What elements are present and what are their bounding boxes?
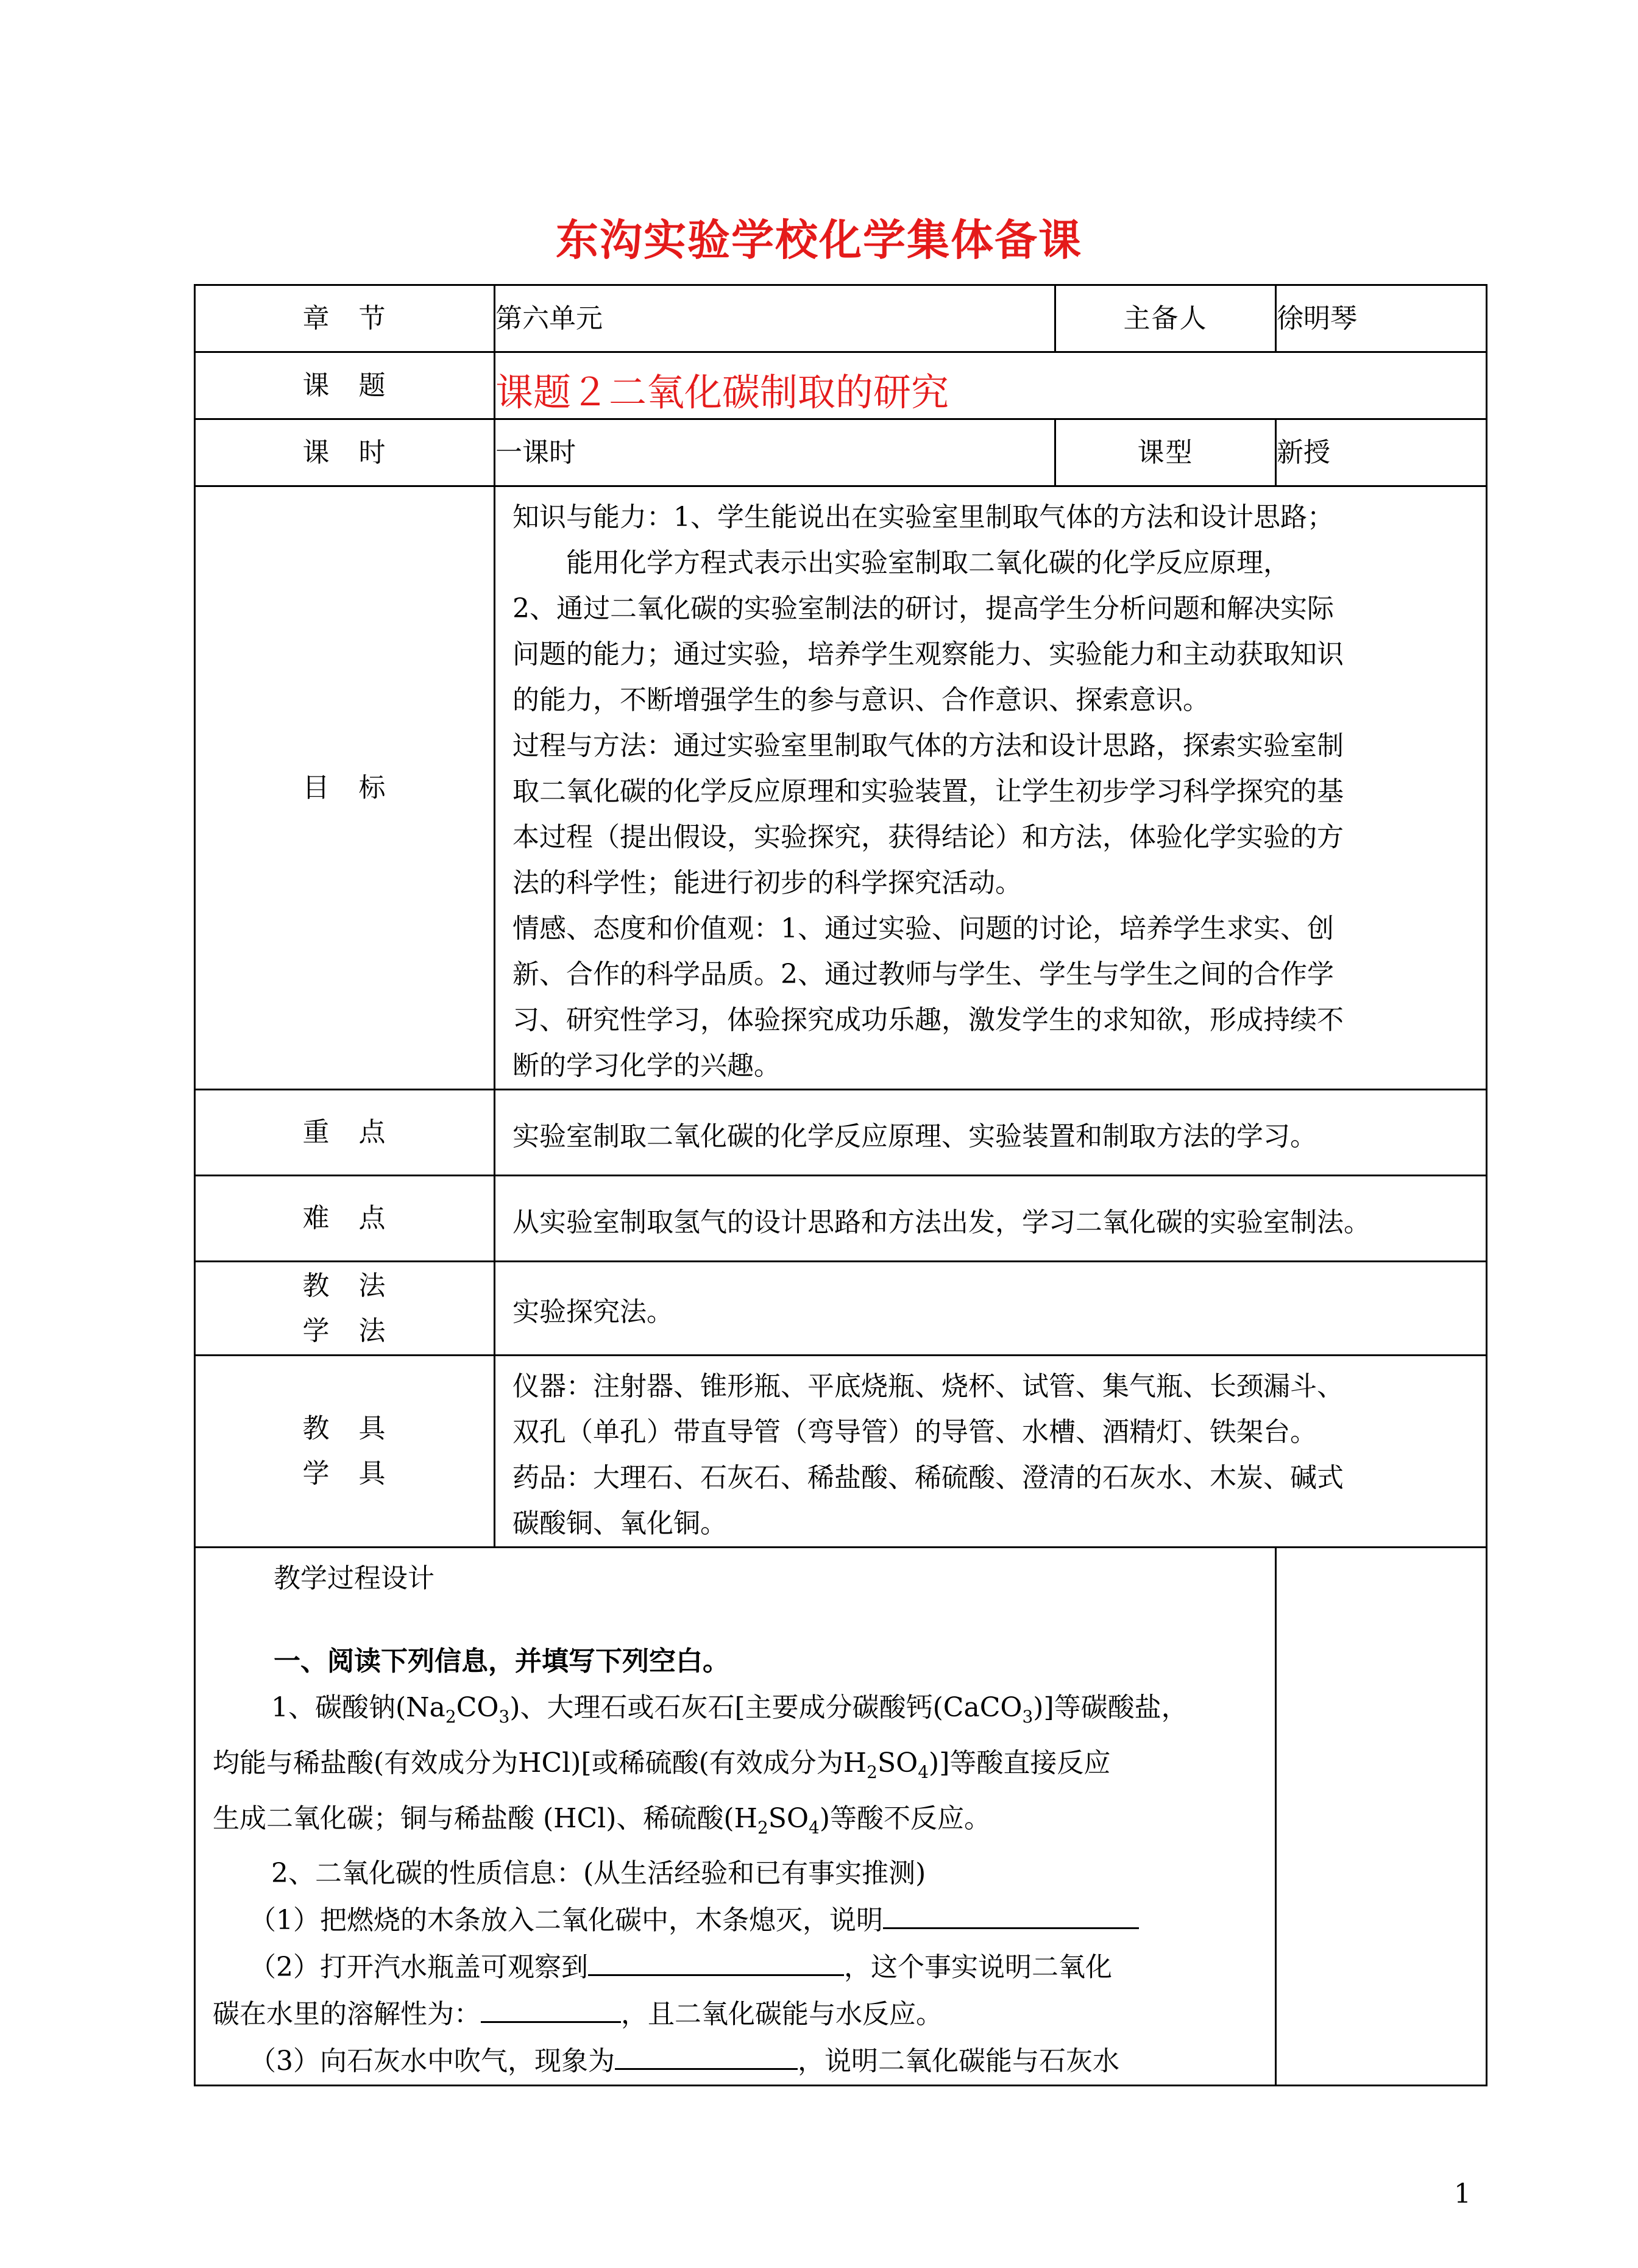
info-line-3: 生成二氧化碳；铜与稀盐酸 (HCl)、稀硫酸$(H_2SO_4)$等酸不反应。 [213, 1802, 991, 1838]
lesson-plan-table [194, 284, 1487, 2086]
goals-line: 过程与方法：通过实验室里制取气体的方法和设计思路，探索实验室制 [512, 730, 1344, 761]
difficulties-label: 难 点 [195, 1176, 495, 1262]
period-value: 一课时 [495, 419, 1055, 486]
section-heading: 一、阅读下列信息，并填写下列空白。 [274, 1646, 729, 1677]
goals-line: 2、通过二氧化碳的实验室制法的研讨，提高学生分析问题和解决实际 [512, 593, 1334, 624]
methods-text: 实验探究法。 [512, 1296, 673, 1328]
row-tools [195, 1356, 1487, 1548]
goals-line: 情感、态度和价值观：1、通过实验、问题的讨论，培养学生求实、创 [512, 913, 1334, 944]
answer-blank-1[interactable] [883, 1897, 1139, 1929]
goals-line: 习、研究性学习，体验探究成功乐趣，激发学生的求知欲，形成持续不 [512, 1004, 1344, 1036]
row-difficulties [195, 1176, 1487, 1262]
goals-line: 新、合作的科学品质。2、通过教师与学生、学生与学生之间的合作学 [512, 959, 1334, 990]
learning-method-label: 学 法 [302, 1315, 387, 1346]
question-3: （3）向石灰水中吹气，现象为 ，说明二氧化碳能与石灰水 [213, 2038, 1261, 2085]
row-topic [195, 352, 1487, 419]
preparer-value: 徐明琴 [1276, 285, 1487, 352]
topic-label: 课 题 [195, 352, 495, 419]
answer-blank-2[interactable] [588, 1944, 844, 1976]
goals-line: 取二氧化碳的化学反应原理和实验装置，让学生初步学习科学探究的基 [512, 776, 1344, 807]
process-text [196, 1548, 1275, 2085]
tools-line: 仪器：注射器、锥形瓶、平底烧瓶、烧杯、试管、集气瓶、长颈漏斗、 [512, 1371, 1344, 1402]
chapter-label: 章 节 [195, 285, 495, 352]
type-value: 新授 [1276, 419, 1487, 486]
tools-line: 双孔（单孔）带直导管（弯导管）的导管、水槽、酒精灯、铁架台。 [512, 1417, 1317, 1448]
row-period [195, 419, 1487, 486]
goals-line: 能用化学方程式表示出实验室制取二氧化碳的化学反应原理， [512, 547, 1290, 578]
question-2-cont: 碳在水里的溶解性为： ，且二氧化碳能与水反应。 [213, 1991, 1261, 2038]
process-heading: 教学过程设计 [274, 1563, 434, 1594]
goals-label: 目 标 [195, 486, 495, 1090]
question-2: （2）打开汽水瓶盖可观察到 ，这个事实说明二氧化 [213, 1944, 1261, 1991]
goals-line: 本过程（提出假设，实验探究，获得结论）和方法，体验化学实验的方 [512, 822, 1344, 853]
document-title: 东沟实验学校化学集体备课 [556, 215, 1082, 265]
page-number: 1 [1454, 2178, 1471, 2209]
info-line-4: 2、二氧化碳的性质信息：(从生活经验和已有事实推测) [271, 1858, 926, 1889]
period-label: 课 时 [195, 419, 495, 486]
row-goals [195, 486, 1487, 1090]
key-points-text: 实验室制取二氧化碳的化学反应原理、实验装置和制取方法的学习。 [512, 1120, 1317, 1152]
notes-column [1276, 1548, 1487, 2086]
goals-line: 问题的能力；通过实验，培养学生观察能力、实验能力和主动获取知识 [512, 639, 1344, 670]
answer-blank-4[interactable] [615, 2038, 798, 2070]
teaching-tools-label: 教 具 [302, 1413, 387, 1444]
teaching-method-label: 教 法 [302, 1270, 387, 1301]
chapter-value: 第六单元 [495, 285, 1055, 352]
row-process [195, 1548, 1487, 2086]
row-chapter [195, 285, 1487, 352]
row-key-points [195, 1090, 1487, 1176]
question-1: （1）把燃烧的木条放入二氧化碳中，木条熄灭，说明 [213, 1897, 1261, 1944]
goals-line: 断的学习化学的兴趣。 [512, 1050, 781, 1081]
goals-line: 法的科学性；能进行初步的科学探究活动。 [512, 867, 1022, 898]
goals-line: 知识与能力：1、学生能说出在实验室里制取气体的方法和设计思路； [512, 502, 1334, 533]
row-methods [195, 1262, 1487, 1356]
type-label: 课型 [1055, 419, 1276, 486]
difficulties-text: 从实验室制取氢气的设计思路和方法出发，学习二氧化碳的实验室制法。 [512, 1206, 1370, 1238]
learning-tools-label: 学 具 [302, 1458, 387, 1489]
answer-blank-3[interactable] [481, 1991, 621, 2023]
tools-line: 药品：大理石、石灰石、稀盐酸、稀硫酸、澄清的石灰水、木炭、碱式 [512, 1462, 1344, 1493]
goals-text [495, 487, 1486, 1089]
info-line-2: 均能与稀盐酸(有效成分为HCl)[或稀硫酸(有效成分为$H_2SO_4$)]等酸直接反应 [213, 1747, 1111, 1782]
tools-text [495, 1356, 1486, 1546]
goals-line: 的能力，不断增强学生的参与意识、合作意识、探索意识。 [512, 684, 1210, 716]
topic-value: 课题２二氧化碳制取的研究 [495, 369, 949, 414]
preparer-label: 主备人 [1055, 285, 1276, 352]
key-points-label: 重 点 [195, 1090, 495, 1176]
info-line-1: 1、碳酸钠$(Na_2CO_3)$、大理石或石灰石[主要成分碳酸钙(CaCO$_3$)]等碳酸盐， [271, 1692, 1188, 1727]
tools-line: 碳酸铜、氧化铜。 [512, 1508, 727, 1539]
